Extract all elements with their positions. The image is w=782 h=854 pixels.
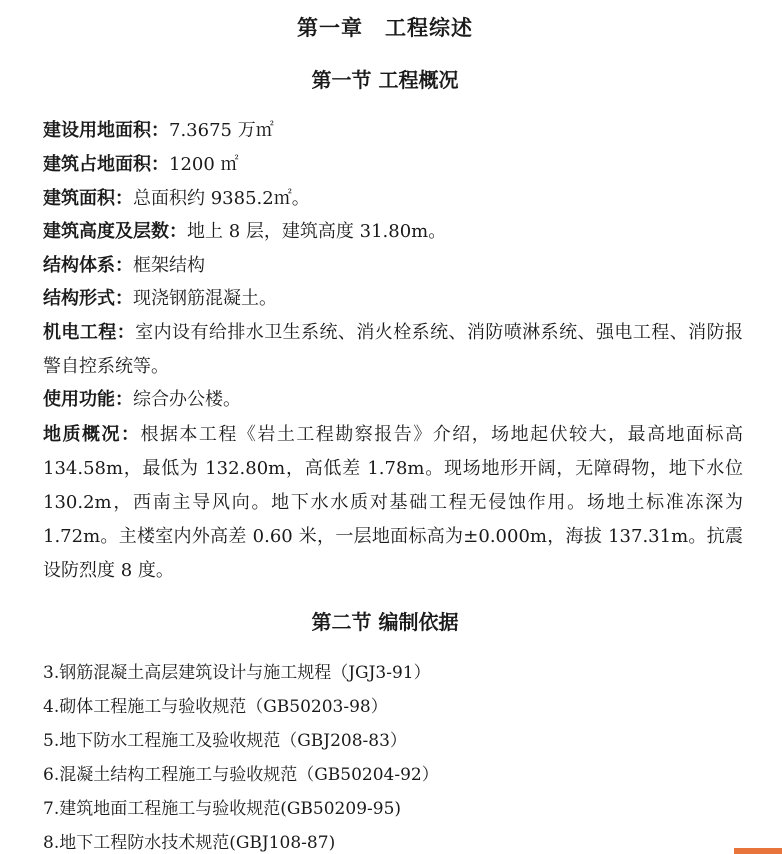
item-land-area: [43, 114, 743, 148]
item-label: 建设用地面积：: [43, 120, 169, 141]
item-footprint-area: [43, 148, 743, 182]
item-value: 总面积约 9385.2㎡。: [133, 188, 310, 209]
item-label: 结构形式：: [43, 288, 133, 309]
item-structure-form: [43, 282, 743, 316]
item-label: 使用功能：: [43, 389, 133, 410]
list-item: 4.砌体工程施工与验收规范（GB50203-98）: [43, 697, 388, 717]
item-value: 地上 8 层，建筑高度 31.80m。: [187, 221, 447, 242]
item-value: 综合办公楼。: [133, 389, 241, 410]
item-mep-engineering: [43, 316, 743, 384]
item-label: 结构体系：: [43, 255, 133, 276]
page-corner-mark: [734, 848, 782, 854]
reference-list: [43, 656, 439, 854]
item-geology: [43, 418, 743, 588]
item-building-area: [43, 182, 743, 216]
list-item: 7.建筑地面工程施工与验收规范(GB50209-95): [43, 799, 402, 819]
section-title-basis: 第二节 编制依据: [311, 610, 459, 634]
item-value: 7.3675 万㎡: [169, 120, 274, 141]
item-value: 根据本工程《岩土工程勘察报告》介绍，场地起伏较大，最高地面标高 134.58m，最低为 132.80m，高低差 1.78m。现场地形开阔，无障碍物，地下水位 130.2m，西南主导风向。地下水水质对基础工程无侵蚀作用。场地土标准冻深为 1.72m。主楼室内外高差 0.60 米，一层地面标高为±0.000m，海拔 137.31m。抗震设防烈度 8 度。: [43, 424, 744, 581]
chapter-title: 第一章 工程综述: [297, 16, 473, 40]
item-usage-function: [43, 383, 743, 417]
item-label: 地质概况：: [43, 424, 141, 445]
list-item: 5.地下防水工程施工及验收规范（GBJ208-83）: [43, 731, 407, 751]
item-height-floors: [43, 215, 743, 249]
item-label: 建筑占地面积：: [43, 154, 169, 175]
item-value: 1200 ㎡: [169, 154, 239, 175]
item-label: 建筑面积：: [43, 188, 133, 209]
item-value: 框架结构: [133, 255, 205, 276]
section-title-overview: 第一节 工程概况: [311, 68, 459, 92]
item-value: 室内设有给排水卫生系统、消火栓系统、消防喷淋系统、强电工程、消防报警自控系统等。: [43, 322, 744, 377]
item-label: 建筑高度及层数：: [43, 221, 187, 242]
item-label: 机电工程：: [43, 322, 136, 343]
item-value: 现浇钢筋混凝土。: [133, 288, 277, 309]
list-item: 6.混凝土结构工程施工与验收规范（GB50204-92）: [43, 765, 439, 785]
list-item: 3.钢筋混凝土高层建筑设计与施工规程（JGJ3-91）: [43, 663, 431, 683]
item-structure-system: [43, 249, 743, 283]
list-item: 8.地下工程防水技术规范(GBJ108-87): [43, 833, 336, 853]
